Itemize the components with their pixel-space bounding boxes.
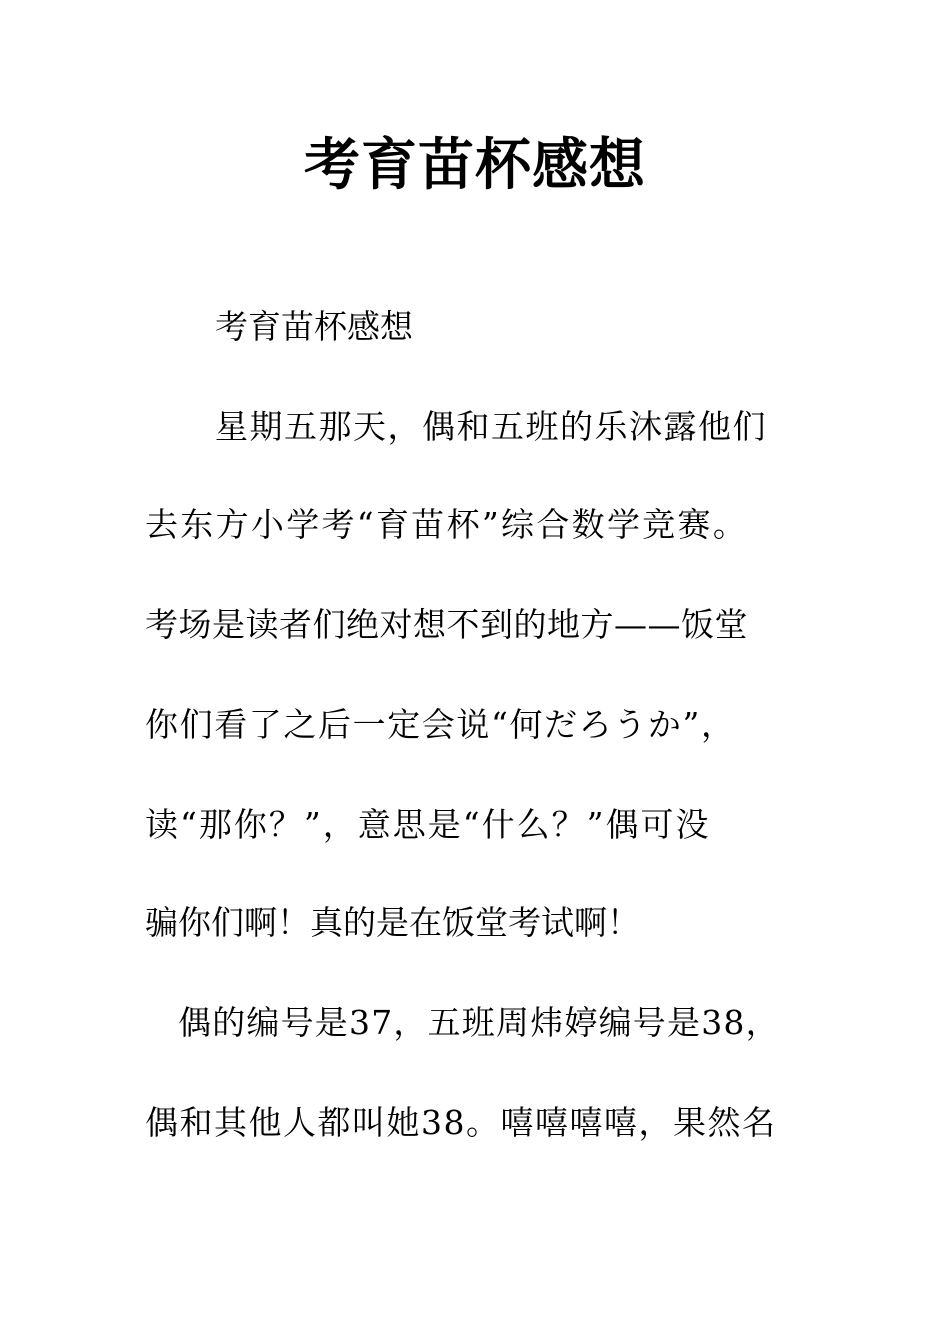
paragraph-line: 偶的编号是37，五班周炜婷编号是38， bbox=[178, 1003, 780, 1042]
paragraph-line: 考场是读者们绝对想不到的地方——饭堂 bbox=[145, 605, 748, 644]
document-title: 考育苗杯感想 bbox=[304, 133, 646, 198]
paragraph-line: 偶和其他人都叫她38。嘻嘻嘻嘻，果然名 bbox=[145, 1103, 777, 1142]
paragraph-line: 星期五那天，偶和五班的乐沐露他们 bbox=[215, 407, 767, 446]
paragraph-line: 你们看了之后一定会说“何だろうか”， bbox=[145, 705, 736, 744]
paragraph-line: 骗你们啊！真的是在饭堂考试啊！ bbox=[145, 903, 640, 942]
paragraph-line: 去东方小学考“育苗杯”综合数学竞赛。 bbox=[145, 505, 749, 544]
subtitle-line: 考育苗杯感想 bbox=[215, 307, 413, 346]
paragraph-line: 读“那你？”，意思是“什么？”偶可没 bbox=[145, 805, 711, 844]
